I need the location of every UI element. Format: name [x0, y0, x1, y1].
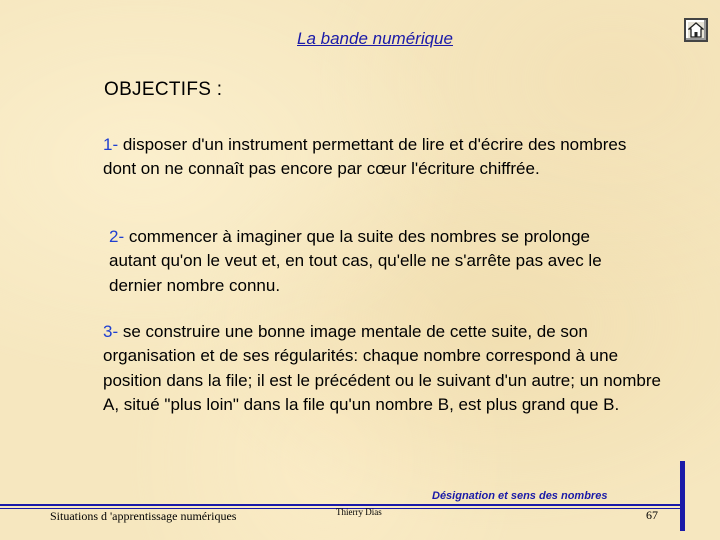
objective-item	[103, 133, 663, 182]
home-button[interactable]	[684, 18, 708, 42]
footer-course-title: Situations d 'apprentissage numériques	[50, 509, 237, 523]
objective-number: 2-	[109, 227, 125, 246]
objective-text: disposer d'un instrument permettant de lire et d'écrire des nombres dont on ne connaît pas encore par cœur l'écriture chiffrée.	[103, 135, 627, 179]
objective-text: se construire une bonne image mentale de cette suite, de son organisation et de ses régularités: chaque nombre correspond à une position dans la file; il est le précédent ou le suivant d'un autre; un nombre A, situé "plus loin" dans la file qu'un nombre B, est plus grand que B.	[103, 322, 661, 414]
objectives-heading: OBJECTIFS :	[104, 79, 223, 100]
page-number: 67	[646, 508, 658, 522]
footer-vertical-bar	[680, 461, 685, 531]
objective-text: commencer à imaginer que la suite des nombres se prolonge autant qu'on le veut et, en tout cas, qu'elle ne s'arrête pas avec le dernier nombre connu.	[109, 227, 602, 295]
objective-item	[109, 225, 629, 298]
footer-author: Thierry Dias	[336, 507, 382, 517]
objective-item	[103, 320, 673, 417]
objective-number: 1-	[103, 135, 119, 154]
footer-subtitle: Désignation et sens des nombres	[432, 490, 608, 502]
slide-title: La bande numérique	[297, 29, 453, 48]
objective-number: 3-	[103, 322, 119, 341]
footer-divider	[0, 504, 680, 506]
